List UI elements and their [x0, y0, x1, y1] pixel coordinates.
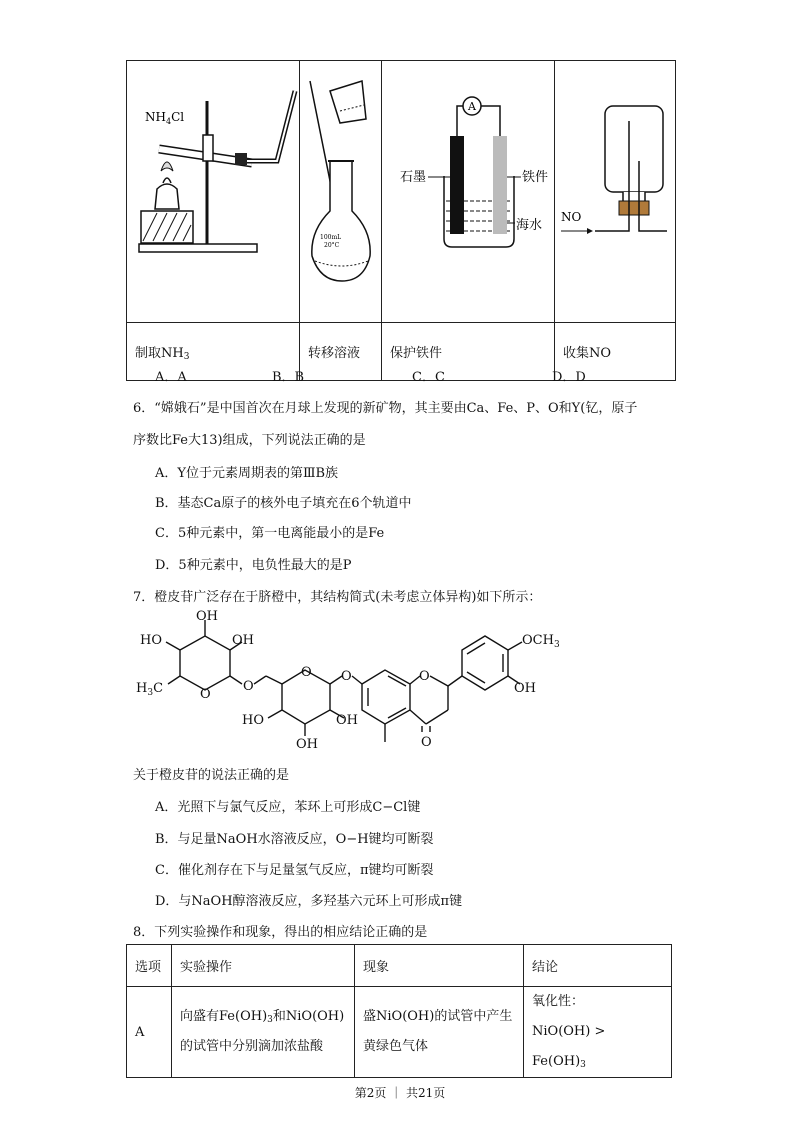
- transfer-apparatus-figure: [300, 61, 381, 318]
- struct-oh-3: OH: [336, 713, 358, 728]
- struct-ho-2: HO: [242, 713, 264, 728]
- collect-apparatus-figure: [555, 61, 675, 318]
- struct-h3c: $H_3C$: [136, 681, 164, 698]
- q8-stem: 8．下列实验操作和现象，得出的相应结论正确的是: [133, 925, 428, 940]
- q5-option-c: C．C: [412, 370, 445, 385]
- q6-option-d: D．5种元素中，电负性最大的是P: [155, 558, 352, 573]
- caption-nh3: 制取$NH_3$: [127, 323, 300, 381]
- q6-option-a: A．Y位于元素周期表的第ⅢB族: [155, 466, 339, 481]
- struct-och3: $OCH_3$: [522, 633, 560, 650]
- q8-row-option: A: [127, 987, 172, 1078]
- arrow-icon: [587, 228, 593, 234]
- struct-o-1: O: [200, 687, 211, 702]
- flask-temp-label: 20°C: [324, 242, 340, 249]
- apparatus-cell-collect: [555, 61, 676, 323]
- q7-option-b: B．与足量NaOH水溶液反应，O−H键均可断裂: [155, 832, 434, 847]
- apparatus-cell-transfer: [300, 61, 382, 323]
- caption-transfer: 转移溶液: [300, 323, 382, 381]
- struct-o-5: O: [419, 669, 430, 684]
- q7-option-c: C．催化剂存在下与足量氢气反应，π键均可断裂: [155, 863, 434, 878]
- iron-electrode: [493, 136, 507, 234]
- q5-option-a: A．A: [155, 370, 187, 385]
- struct-oh-2: OH: [232, 633, 254, 648]
- flask-volume-label: 100mL: [320, 234, 342, 241]
- q8-row-phenomenon: 盛NiO(OH)的试管中产生 黄绿色气体: [355, 987, 524, 1078]
- page-footer: 第2页 ｜ 共21页: [354, 1086, 446, 1100]
- q7-option-a: A．光照下与氯气反应，苯环上可形成C−Cl键: [155, 800, 421, 815]
- apparatus-cell-nh3: [127, 61, 300, 323]
- struct-oh-4: OH: [296, 737, 318, 752]
- struct-o-6: O: [421, 735, 432, 750]
- apparatus-cell-protect: [382, 61, 555, 323]
- seawater-label: 海水: [516, 218, 543, 233]
- q8-row-operation: 向盛有$Fe(OH)_3$和NiO(OH) 的试管中分别滴加浓盐酸: [172, 987, 355, 1078]
- q7-about: 关于橙皮苷的说法正确的是: [133, 768, 290, 783]
- no-gas-label: NO: [561, 210, 582, 224]
- q8-header-option: 选项: [127, 945, 172, 987]
- struct-o-2: O: [243, 679, 254, 694]
- struct-oh-1: OH: [196, 609, 218, 624]
- graphite-electrode: [450, 136, 464, 234]
- q8-row-conclusion: 氧化性： $NiO(OH) > Fe(OH)_3$: [524, 987, 672, 1078]
- struct-o-4: O: [341, 669, 352, 684]
- iron-label: 铁件: [522, 170, 549, 185]
- q5-option-d: D．D: [552, 370, 586, 385]
- ammeter-label: A: [468, 100, 476, 113]
- q7-option-d: D．与NaOH醇溶液反应，多羟基六元环上可形成π键: [155, 894, 463, 909]
- q7-stem: 7．橙皮苷广泛存在于脐橙中，其结构简式(未考虑立体异构)如下所示：: [133, 590, 542, 605]
- q8-header-phenomenon: 现象: [355, 945, 524, 987]
- apparatus-table: [126, 60, 676, 381]
- caption-collect: 收集NO: [555, 323, 676, 381]
- q6-stem-line2: 序数比Fe大13)组成，下列说法正确的是: [133, 433, 366, 448]
- q8-table: [126, 944, 672, 1078]
- struct-o-3: O: [301, 665, 312, 680]
- hesperidin-structure: [130, 608, 580, 758]
- q8-header-conclusion: 结论: [524, 945, 672, 987]
- q6-option-b: B．基态Ca原子的核外电子填充在6个轨道中: [155, 496, 412, 511]
- graphite-label: 石墨: [400, 170, 427, 185]
- protect-apparatus-figure: [382, 61, 554, 318]
- struct-ho-1: HO: [140, 633, 162, 648]
- q8-header-operation: 实验操作: [172, 945, 355, 987]
- q6-stem-line1: 6．“嫦娥石”是中国首次在月球上发现的新矿物，其主要由Ca、Fe、P、O和Y(钇，原子: [133, 401, 638, 416]
- q5-option-b: B．B: [272, 370, 305, 385]
- nh3-apparatus-figure: [127, 61, 299, 318]
- caption-protect: 保护铁件: [382, 323, 555, 381]
- struct-oh-5: OH: [514, 681, 536, 696]
- nh4cl-label: $NH_4Cl$: [145, 110, 185, 126]
- q6-option-c: C．5种元素中，第一电离能最小的是Fe: [155, 526, 385, 541]
